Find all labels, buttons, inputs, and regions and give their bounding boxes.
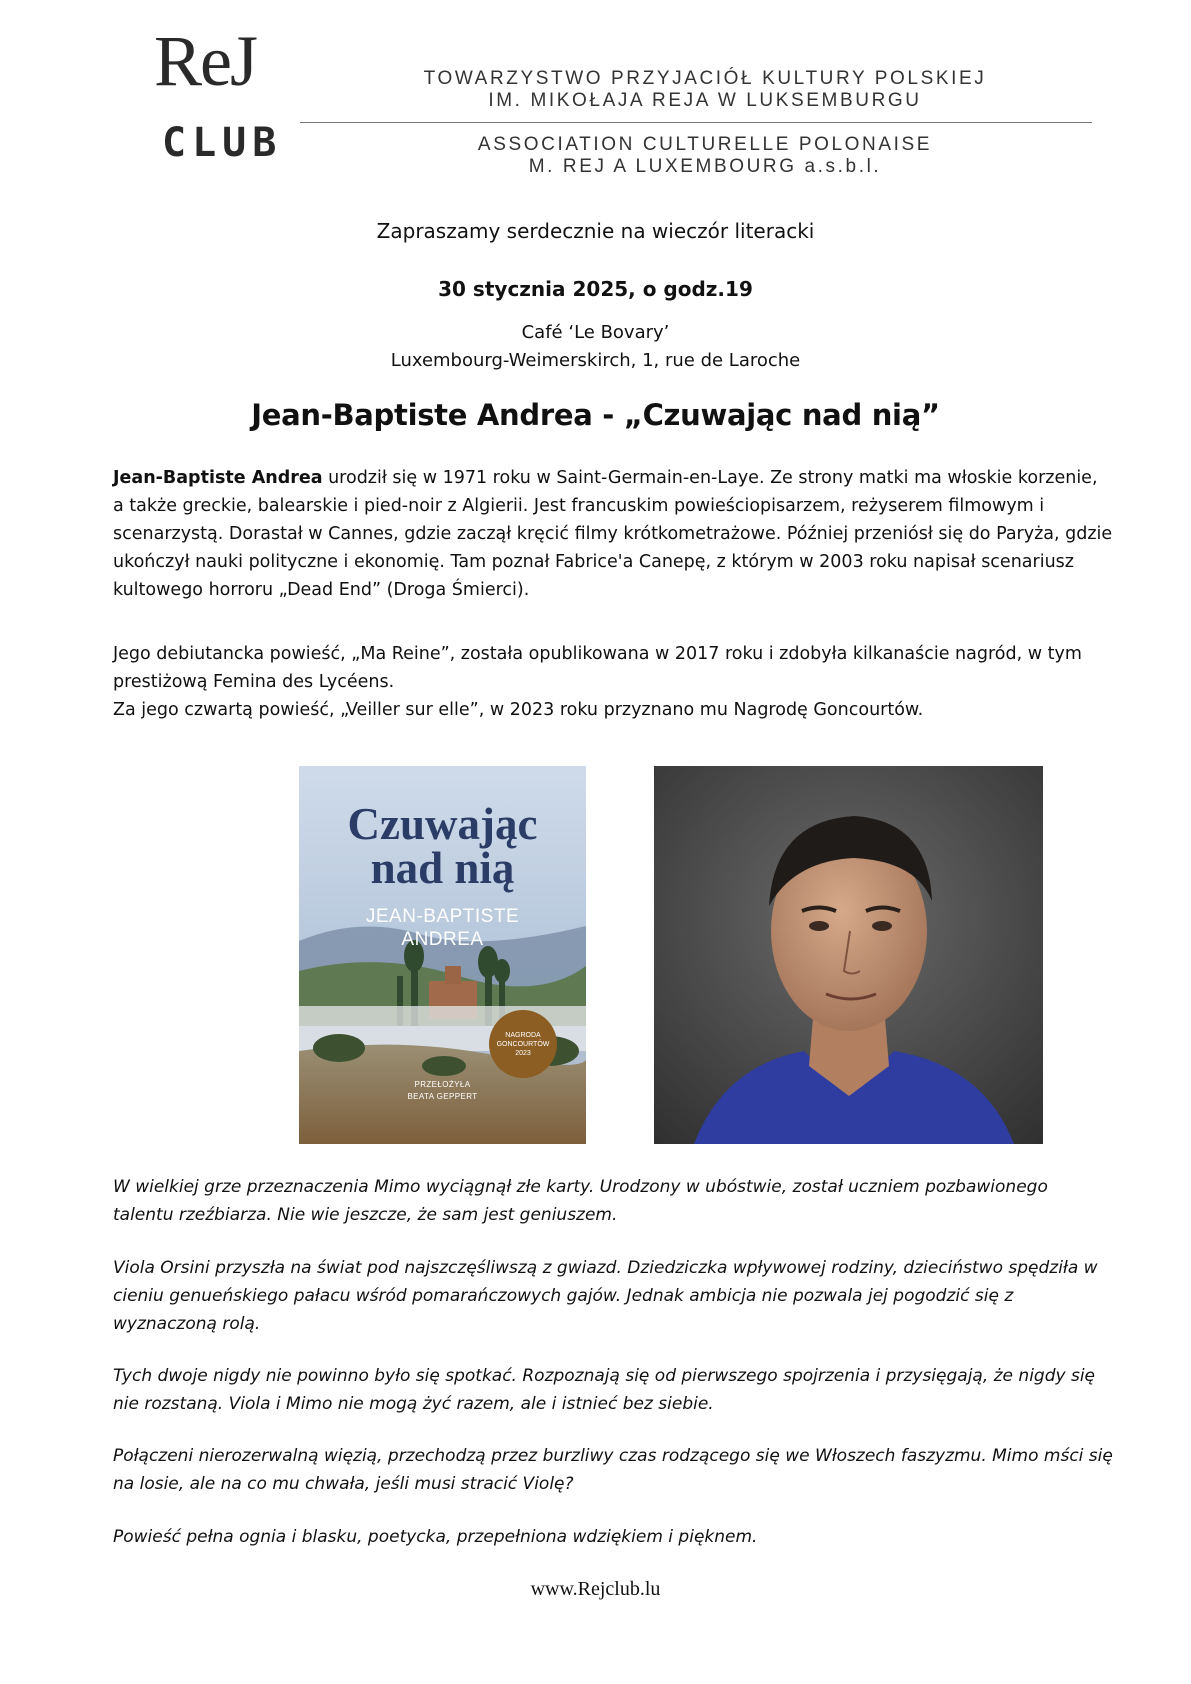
bio-paragraph-1	[113, 464, 1113, 604]
rej-club-logo-top: ReJ	[154, 21, 256, 101]
org-name-polish-line1: TOWARZYSTWO PRZYJACIÓŁ KULTURY POLSKIEJ	[423, 68, 987, 89]
header-divider	[300, 122, 1092, 123]
org-name-polish-line2: IM. MIKOŁAJA REJA W LUKSEMBURGU	[488, 90, 922, 111]
cover-author-line1: JEAN-BAPTISTE	[365, 906, 520, 927]
goncourt-award-badge	[489, 1010, 557, 1078]
synopsis-paragraph-2: Viola Orsini przyszła na świat pod najszczęśliwszą z gwiazd. Dziedziczka wpływowej rodziny, dzieciństwo spędziła w cieniu genueńskiego pałacu wśród pomarańczowych gajów. Jednak ambicja nie pozwala jej pogodzić się z wyznaczoną rolą.	[113, 1258, 1098, 1334]
synopsis-paragraph-4: Połączeni nierozerwalną więzią, przechodzą przez burzliwy czas rodzącego się we Włoszech faszyzmu. Mimo mści się na losie, ale na co mu chwała, jeśli musi stracić Violę?	[113, 1446, 1113, 1494]
venue-address: Luxembourg-Weimerskirch, 1, rue de Laroche	[390, 350, 801, 371]
bio-paragraph-2: Jego debiutancka powieść, „Ma Reine”, została opublikowana w 2017 roku i zdobyła kilkanaście nagród, w tym prestiżową Femina des Lycéens.	[113, 644, 1082, 692]
badge-line3: 2023	[515, 1049, 531, 1057]
venue-name: Café ‘Le Bovary’	[521, 322, 670, 343]
rej-club-logo-bottom: CLUB	[162, 120, 283, 166]
cover-author-line2: ANDREA	[401, 929, 484, 950]
bio-paragraph-3: Za jego czwartą powieść, „Veiller sur elle”, w 2023 roku przyznano mu Nagrodę Goncourtów.	[113, 700, 924, 720]
book-cover-image	[299, 766, 586, 1144]
synopsis-paragraph-5: Powieść pełna ognia i blasku, poetycka, przepełniona wdziękiem i pięknem.	[113, 1527, 758, 1547]
org-name-french-line2: M. REJ A LUXEMBOURG a.s.b.l.	[528, 156, 882, 177]
bio-paragraph-1-text: urodził się w 1971 roku w Saint-Germain-en-Laye. Ze strony matki ma włoskie korzenie, a także greckie, balearskie i pied-noir z Algierii. Jest francuskim powieściopisarzem, reżyserem filmowym i scenarzystą. Dorastał w Cannes, gdzie zaczął kręcić filmy krótkometrażowe. Później przeniósł się do Paryża, gdzie ukończył nauki polityczne i ekonomię. Tam poznał Fabrice'a Canepę, z którym w 2003 roku napisał scenariusz kultowego horroru „Dead End” (Droga Śmierci).	[113, 468, 1113, 600]
author-portrait-illustration	[654, 766, 1043, 1144]
invitation-text: Zapraszamy serdecznie na wieczór literacki	[376, 219, 815, 243]
event-date: 30 stycznia 2025, o godz.19	[438, 277, 753, 301]
synopsis-paragraph-1: W wielkiej grze przeznaczenia Mimo wyciągnął złe karty. Urodzony w ubóstwie, został uczniem pozbawionego talentu rzeźbiarza. Nie wie jeszcze, że sam jest geniuszem.	[113, 1177, 1048, 1225]
cover-translator-label: PRZEŁOŻYŁA	[414, 1080, 471, 1089]
cover-translator-name: BEATA GEPPERT	[407, 1092, 478, 1101]
badge-line1: NAGRODA	[505, 1031, 541, 1039]
cover-title-line2: nad nią	[370, 843, 515, 893]
badge-line2: GONCOURTÓW	[496, 1040, 550, 1048]
org-name-french-line1: ASSOCIATION CULTURELLE POLONAISE	[477, 134, 933, 155]
website-link[interactable]: www.Rejclub.lu	[530, 1578, 661, 1600]
event-title: Jean-Baptiste Andrea - „Czuwając nad nią”	[251, 398, 940, 432]
cover-title-line1: Czuwając	[347, 799, 538, 849]
author-portrait-photo	[654, 766, 1043, 1144]
synopsis-paragraph-3: Tych dwoje nigdy nie powinno było się spotkać. Rozpoznają się od pierwszego spojrzenia i przysięgają, że nigdy się nie rozstaną. Viola i Mimo nie mogą żyć razem, ale i istnieć bez siebie.	[113, 1366, 1096, 1414]
author-name: Jean-Baptiste Andrea	[113, 468, 323, 488]
